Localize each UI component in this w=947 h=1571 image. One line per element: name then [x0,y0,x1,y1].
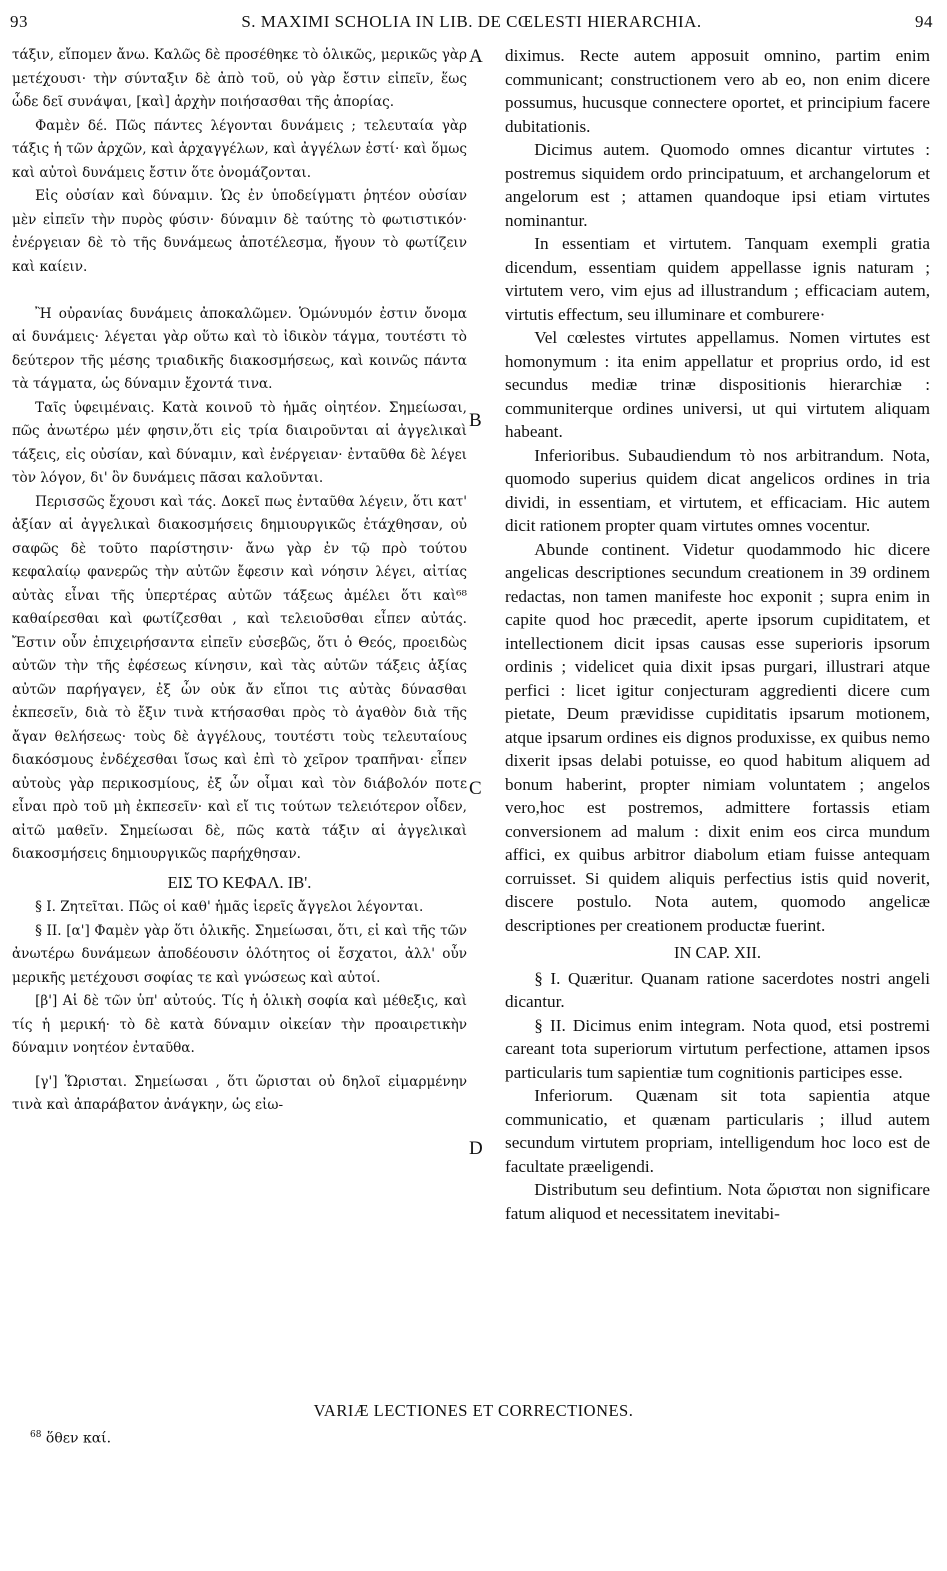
latin-paragraph: § I. Quæritur. Quanam ratione sacerdotes nostri angeli dicantur. [505,968,930,1011]
greek-paragraph: Περισσῶς ἔχουσι καὶ τάς. Δοκεῖ πως ἐνταῦθα λέγειν, ὅτι κατ' ἀξίαν αἱ ἀγγελικαὶ διακοσμήσεις δημιουργικῶς ἐτάχθησαν, οὐ σαφῶς δὲ τοῦτο παρίστησιν· ἄνω γὰρ ἐν τῷ πρὸ τούτου κεφαλαίῳ φανερῶς τὴν αὐτῶν ἔφεσιν καὶ νόησιν λέγει, αἰτίας αὐτὰς εἶναι τῆς ὑπερτέρας αὐτῶν τάξεως ἀμέλει ὅτι καὶ⁶⁸ καθαίρεσθαι καὶ φωτίζεσθαι , καὶ τελειοῦσθαι εἶπεν αὐτάς. Ἔστιν οὖν ἐπιχειρήσαντα εἰπεῖν εὐσεβῶς, ὅτι ὁ Θεός, προειδὼς αὐτῶν τὴν τῆς ἐφέσεως κίνησιν, καὶ τὰς αὐτῶν τάξεις ἀξίας αὐτῶν παρήγαγεν, ἐξ ὧν οὐκ ἄν εἴποι τις αὐτὰς δύνασθαι ἐκπεσεῖν, διὰ τὸ ἔξιν τινὰ κτήσασθαι πρὸς τὸ ἀγαθὸν διὰ τῆς ἄγαν θελήσεως· τοὺς δὲ ἀγγέλους, τουτέστι τοὺς τελευταίους διακόσμους ἐνδέχεσθαι ἴσως καὶ ἐπὶ τὸ χεῖρον τραπῆναι· εἶπεν αὐτοὺς γὰρ περικοσμίους, ἐξ ὧν οἶμαι καὶ τὸν διάβολόν ποτε εἶναι πρὸ τοῦ μὴ ἐκπεσεῖν· καὶ εἴ τις τούτων τελειότερον οἶδεν, αἰτῶ μαθεῖν. Σημείωσαι δὲ, πῶς κατὰ τάξιν αἱ ἀγγελικαὶ διακοσμήσεις δημιουργικῶς παρήχθησαν. [12,493,467,862]
latin-section-title: IN CAP. XII. [673,943,762,962]
latin-paragraph: § II. Dicimus enim integram. Nota quod, etsi postremi careant tota superiorum virtutum perfectione, attamen ipsos particularis tum sapientiæ tum cognitionis participes esse. [505,1015,930,1082]
footnote [30,1430,111,1447]
footnote-number: 68 [30,1430,42,1440]
latin-paragraph: Abunde continent. Videtur quodammodo hic dicere angelicas descriptiones secundum creationem in 39 ordinem redactas, non tamen manifeste hoc exponit ; supra enim in capite quod hoc præcedit, aperte ipsorum cupiditatem, et intellectionem dicit ipsas causas esse superioris ipsorum ordinis ; videlicet quia dixit ipsas purgari, illustrari atque perfici : licet igitur conjecturam aggredienti dicere cum pietate, Deum prævidisse cupiditatis ipsarum motionem, atque ipsarum ordines eis dignos produxisse, ex quibus nemo dixerit ipsas delabi potuisse, eo quod habitum aliquem ad bonum haberint, propter nimiam voluntatem ; angelos vero,hoc est postremos, admittere fortassis etiam conversionem ad malum : dixit enim eos circa mundum affici, ex quibus arbitror diabolum etiam fuisse antequam corruisset. Si quidem aliquis perfectius istis quid noverit, discere postulo. Nota autem, quomodo angelicæ descriptiones per creationem productæ fuerint. [505,539,930,935]
greek-paragraph: § II. [α'] Φαμὲν γὰρ ὅτι ὁλικῆς. Σημείωσαι, ὅτι, εἰ καὶ τῆς τῶν ἀνωτέρω δυνάμεων ἀποδέουσιν ὁλότητος οἱ ἔσχατοι, ἀλλ' οὖν μερικῆς μετέχουσι σοφίας τε καὶ γνώσεως καὶ αὐτοί. [12,922,467,986]
latin-paragraph: Inferiorum. Quænam sit tota sapientia atque communicatio, et quænam particularis ; illud autem secundum virtutem propriam, intelligendum hoc loco est de facultate præeligendi. [505,1086,930,1176]
latin-paragraph: diximus. Recte autem apposuit omnino, partim enim communicant; constructionem vero ab eo, non enim dicere possumus, hucusque connectere oportet, et principium facere dubitationis. [505,46,930,136]
greek-paragraph: Εἰς οὐσίαν καὶ δύναμιν. Ὡς ἐν ὑποδείγματι ῥητέον οὐσίαν μὲν εἰπεῖν τὴν πυρὸς φύσιν· δύναμιν δὲ ταύτης τὸ φωτιστικόν· ἐνέργειαν δὲ τὸ τῆς δυνάμεως ἀποτέλεσμα, ἤγουν τὸ φωτίζειν καὶ καίειν. [12,188,467,275]
margin-marker-b: B [469,410,482,431]
greek-paragraph: Φαμὲν δέ. Πῶς πάντες λέγονται δυνάμεις ; τελευταία γὰρ τάξις ἡ τῶν ἀρχῶν, καὶ ἀρχαγγέλων, καὶ ἀγγέλων ἐστί· καὶ ὅμως καὶ αὐτοὶ δυνάμεις ἔστιν ὅτε ὀνομάζονται. [12,117,467,181]
greek-paragraph: Ἢ οὐρανίας δυνάμεις ἀποκαλῶμεν. Ὁμώνυμόν ἐστιν ὄνομα αἱ δυνάμεις· λέγεται γὰρ οὕτω καὶ τὸ ἰδικὸν τάγμα, τουτέστι τὸ δεύτερον τῆς μέσης τριαδικῆς διακοσμήσεως, καὶ κοινῶς πάντα τὰ τάγματα, ὡς δύναμιν ἔχοντά τινα. [12,305,467,392]
running-title: S. MAXIMI SCHOLIA IN LIB. DE CŒLESTI HIERARCHIA. [241,12,702,31]
varia-lectiones-title: VARIÆ LECTIONES ET CORRECTIONES. [313,1401,634,1420]
page-number-right: 94 [915,12,933,31]
greek-paragraph: Ταῖς ὑφειμέναις. Κατὰ κοινοῦ τὸ ἡμᾶς οἰητέον. Σημείωσαι, πῶς ἀνωτέρω μέν φησιν,ὅτι εἰς τρία διαιροῦνται αἱ ἀγγελικαὶ τάξεις, εἰς οὐσίαν, καὶ δύναμιν, καὶ ἐνέργειαν· ἐνταῦθα δὲ λέγει τὸν λόγον, δι' ὃν δυνάμεις πᾶσαι καλοῦνται. [12,399,467,486]
latin-paragraph: In essentiam et virtutem. Tanquam exempli gratia dicendum, essentiam quidem appellasse ignis naturam ; virtutem vero, vim ejus ad illustrandum ; efficaciam autem, virtutis effectum, seu illuminare et comburere· [505,234,930,324]
page-number-left: 93 [10,12,28,31]
margin-marker-d: D [469,1138,483,1159]
greek-section-title: ΕΙΣ ΤΟ ΚΕΦΑΛ. ΙΒ'. [167,872,312,892]
latin-column [505,44,930,1225]
greek-paragraph: [β'] Αἱ δὲ τῶν ὑπ' αὐτούς. Τίς ἡ ὁλικὴ σοφία καὶ μέθεξις, καὶ τίς ἡ μερική· τὸ δὲ κατὰ δύναμιν οἰκείαν τὴν προαιρετικὴν δύναμιν νοητέον ἐνταῦθα. [12,993,467,1056]
footnote-text: ὅθεν καί. [45,1430,112,1447]
latin-paragraph: Inferioribus. Subaudiendum τὸ nos arbitrandum. Nota, quomodo superius quidem dicat angelicos ordines in tria dividi, in essentiam, et virtutem, et efficaciam. Hic autem dicit rationem propter quam virtutes omnes vocentur. [505,445,930,535]
margin-marker-a: A [469,46,483,67]
greek-column [12,44,467,1118]
greek-paragraph: § I. Ζητεῖται. Πῶς οἱ καθ' ἡμᾶς ἱερεῖς ἄγγελοι λέγονται. [35,899,424,915]
latin-paragraph: Distributum seu defintium. Nota ὥρισται non significare fatum aliquod et necessitatem inevitabi- [505,1180,930,1223]
greek-paragraph: τάξιν, εἴπομεν ἄνω. Καλῶς δὲ προσέθηκε τὸ ὁλικῶς, μερικῶς γὰρ μετέχουσι· τὴν σύνταξιν δὲ ἀπὸ τοῦ, οὐ γὰρ ἔστιν εἰπεῖν, ἕως ὧδε δεῖ συνάψαι, [καὶ] ἀρχὴν ποιήσασθαι τῆς ἀπορίας. [12,47,467,110]
margin-marker-c: C [469,778,482,799]
latin-paragraph: Vel cœlestes virtutes appellamus. Nomen virtutes est homonymum : ita enim appellatur et proprius ordo, id est secundus mediæ trinæ dispositionis hierarchiæ : communiterque ordines universi, ut qui virtutem aliquam habeant. [505,328,930,441]
greek-paragraph: [γ'] Ὥρισται. Σημείωσαι , ὅτι ὥρισται οὐ δηλοῖ εἱμαρμένην τινὰ καὶ ἀπαράβατον ἀνάγκην, ὡς εἰω- [12,1073,467,1113]
latin-paragraph: Dicimus autem. Quomodo omnes dicantur virtutes : postremus siquidem ordo principatuum, et archangelorum et angelorum est ; attamen quandoque ipsi etiam virtutes nominantur. [505,140,930,230]
page-header [10,12,933,36]
